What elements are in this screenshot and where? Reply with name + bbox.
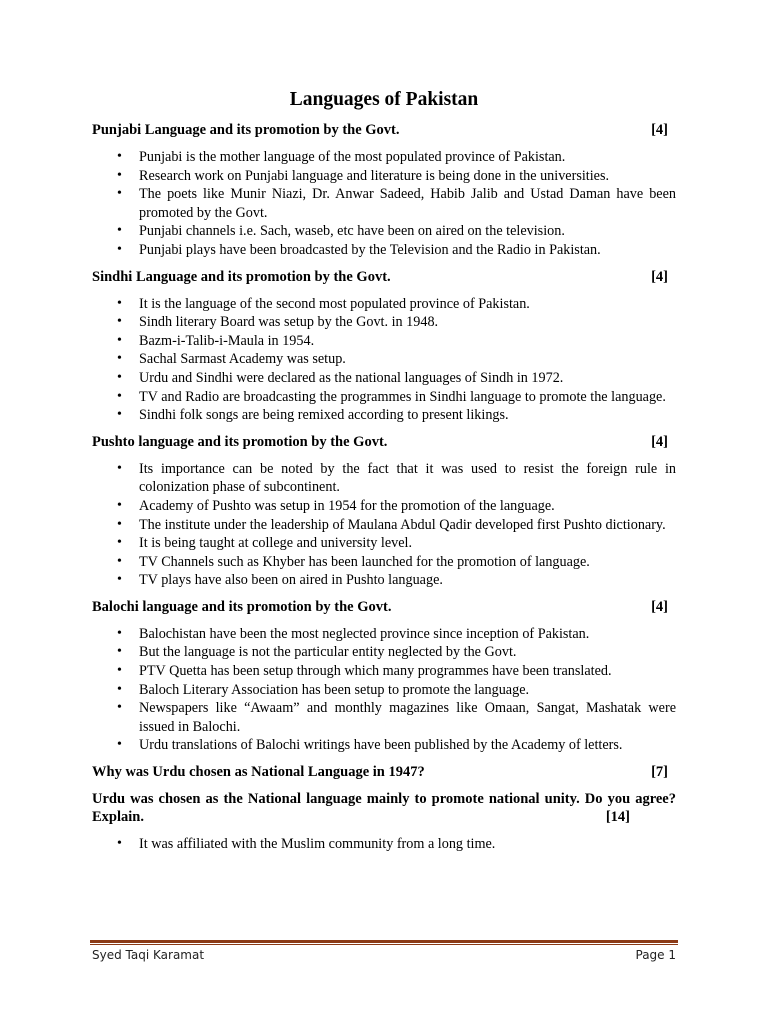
list-item: • It is the language of the second most populated province of Pakistan. <box>139 295 676 314</box>
section-heading-text: Pushto language and its promotion by the Govt. <box>92 433 388 450</box>
bullet-list <box>92 295 676 425</box>
section-heading <box>92 121 676 139</box>
bullet-list <box>92 625 676 755</box>
page-content <box>92 88 676 862</box>
list-item: • It is being taught at college and university level. <box>139 534 676 553</box>
list-item: • Bazm-i-Talib-i-Maula in 1954. <box>139 332 676 351</box>
section-heading <box>92 598 676 616</box>
list-item: • TV plays have also been on aired in Pushto language. <box>139 571 676 590</box>
list-item: • Research work on Punjabi language and literature is being done in the universities. <box>139 167 676 186</box>
question-text: Why was Urdu chosen as National Language in 1947? <box>92 764 425 781</box>
list-item: • Baloch Literary Association has been setup to promote the language. <box>139 681 676 700</box>
section-pushto <box>92 433 676 590</box>
list-item: • The poets like Munir Niazi, Dr. Anwar Sadeed, Habib Jalib and Ustad Daman have been promoted by the Govt. <box>139 185 676 222</box>
list-item: • Sindhi folk songs are being remixed according to present likings. <box>139 406 676 425</box>
section-heading-text: Sindhi Language and its promotion by the Govt. <box>92 268 391 285</box>
page-footer <box>92 948 676 962</box>
list-item: • TV Channels such as Khyber has been launched for the promotion of language. <box>139 553 676 572</box>
list-item: • The institute under the leadership of Maulana Abdul Qadir developed first Pushto dictionary. <box>139 516 676 535</box>
list-item: • Urdu translations of Balochi writings have been published by the Academy of letters. <box>139 736 676 755</box>
list-item: • It was affiliated with the Muslim community from a long time. <box>139 835 676 854</box>
list-item: • Sachal Sarmast Academy was setup. <box>139 350 676 369</box>
list-item: • TV and Radio are broadcasting the programmes in Sindhi language to promote the language. <box>139 388 676 407</box>
list-item: • Balochistan have been the most neglected province since inception of Pakistan. <box>139 625 676 644</box>
question-heading <box>92 790 676 826</box>
section-heading-text: Balochi language and its promotion by the Govt. <box>92 598 392 615</box>
question-marks: [7] <box>651 764 668 781</box>
bullet-list <box>92 835 676 854</box>
list-item: • But the language is not the particular entity neglected by the Govt. <box>139 643 676 662</box>
footer-author: Syed Taqi Karamat <box>92 948 205 962</box>
list-item: • Punjabi is the mother language of the most populated province of Pakistan. <box>139 148 676 167</box>
section-heading-text: Punjabi Language and its promotion by the Govt. <box>92 122 400 138</box>
question-marks: [14] <box>605 809 630 826</box>
list-item: • Academy of Pushto was setup in 1954 for the promotion of the language. <box>139 497 676 516</box>
list-item: • Newspapers like “Awaam” and monthly magazines like Omaan, Sangat, Mashatak were issued in Balochi. <box>139 699 676 736</box>
section-marks: [4] <box>651 268 668 285</box>
section-sindhi <box>92 268 676 425</box>
footer-rule <box>90 940 678 943</box>
bullet-list <box>92 460 676 590</box>
bullet-list <box>92 148 676 260</box>
list-item: • Punjabi plays have been broadcasted by the Television and the Radio in Pakistan. <box>139 241 676 260</box>
list-item: • PTV Quetta has been setup through which many programmes have been translated. <box>139 662 676 681</box>
question-text: Urdu was chosen as the National language mainly to promote national unity. Do you agree? Explain. <box>92 791 676 826</box>
footer-page-number: Page 1 <box>635 948 676 962</box>
section-marks: [4] <box>651 598 668 615</box>
list-item: • Punjabi channels i.e. Sach, waseb, etc have been on aired on the television. <box>139 222 676 241</box>
list-item: • Urdu and Sindhi were declared as the national languages of Sindh in 1972. <box>139 369 676 388</box>
question-heading <box>92 763 676 781</box>
list-item: • Sindh literary Board was setup by the Govt. in 1948. <box>139 313 676 332</box>
section-balochi <box>92 598 676 755</box>
footer-rule-thin <box>90 944 678 945</box>
section-punjabi <box>92 121 676 260</box>
page-title: Languages of Pakistan <box>289 89 479 110</box>
section-heading <box>92 433 676 451</box>
list-item: • Its importance can be noted by the fact that it was used to resist the foreign rule in colonization phase of subcontinent. <box>139 460 676 497</box>
section-heading <box>92 268 676 286</box>
section-marks: [4] <box>651 433 668 450</box>
section-marks: [4] <box>651 122 668 138</box>
